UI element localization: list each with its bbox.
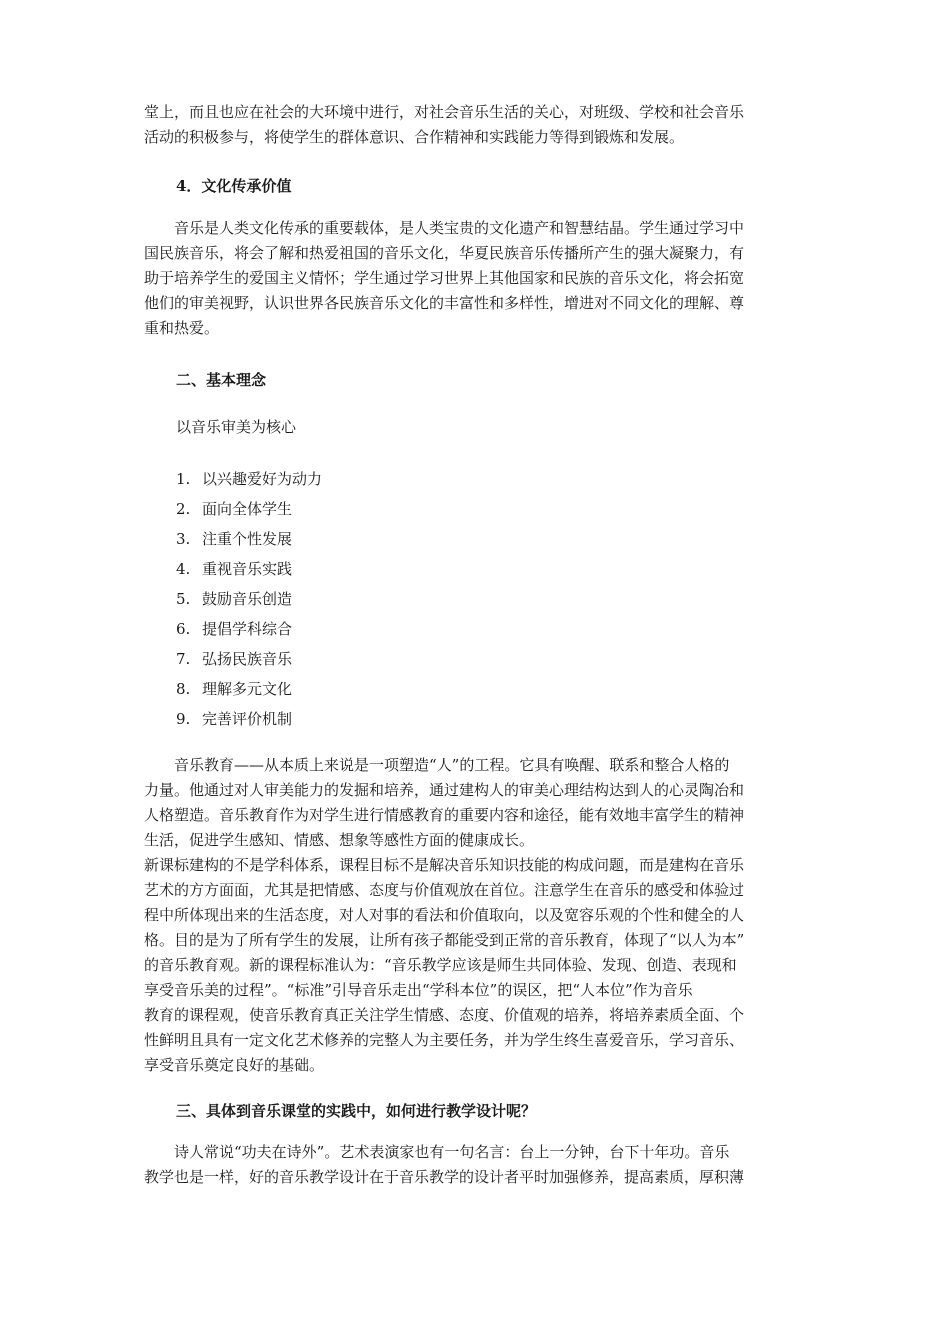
list-number: 7. (176, 650, 191, 668)
list-text: 重视音乐实践 (202, 560, 293, 578)
section-heading-teaching-design: 三、具体到音乐课堂的实践中，如何进行教学设计呢？ (176, 1102, 537, 1120)
section-heading-cultural-value: 4．文化传承价值 (176, 177, 292, 195)
text-line: 享受音乐奠定良好的基础。 (144, 1056, 325, 1074)
text-line: 诗人常说“功夫在诗外”。艺术表演家也有一句名言：台上一分钟，台下十年功。音乐 (144, 1143, 730, 1161)
text-line: 活动的积极参与，将使学生的群体意识、合作精神和实践能力等得到锻炼和发展。 (144, 128, 685, 146)
text-line: 重和热爱。 (144, 319, 220, 337)
list-number: 9. (176, 710, 191, 728)
list-text: 提倡学科综合 (202, 620, 293, 638)
list-text: 注重个性发展 (202, 530, 293, 548)
section-heading-basic-concepts: 二、基本理念 (176, 371, 267, 389)
text-line: 格。目的是为了所有学生的发展，让所有孩子都能受到正常的音乐教育，体现了“以人为本” (144, 931, 745, 949)
music-education-paragraph (144, 753, 824, 1078)
text-line: 生活，促进学生感知、情感、想象等感性方面的健康成长。 (144, 831, 535, 849)
text-line: 人格塑造。音乐教育作为对学生进行情感教育的重要内容和途径，能有效地丰富学生的精神 (144, 806, 745, 824)
list-text: 理解多元文化 (202, 680, 293, 698)
list-item (176, 678, 322, 708)
list-item (176, 618, 322, 648)
core-concept: 以音乐审美为核心 (176, 418, 297, 436)
text-line: 教学也是一样，好的音乐教学设计在于音乐教学的设计者平时加强修养，提高素质，厚积薄 (144, 1168, 745, 1186)
concept-list (176, 468, 322, 738)
text-line: 他们的审美视野，认识世界各民族音乐文化的丰富性和多样性，增进对不同文化的理解、尊 (144, 294, 745, 312)
list-item (176, 468, 322, 498)
text-line: 堂上，而且也应在社会的大环境中进行，对社会音乐生活的关心，对班级、学校和社会音乐 (144, 103, 745, 121)
text-line: 力量。他通过对人审美能力的发掘和培养，通过建构人的审美心理结构达到人的心灵陶冶和 (144, 781, 745, 799)
list-text: 面向全体学生 (202, 500, 293, 518)
list-number: 6. (176, 620, 191, 638)
text-line: 性鲜明且具有一定文化艺术修养的完整人为主要任务，并为学生终生喜爱音乐，学习音乐、 (144, 1031, 745, 1049)
intro-paragraph (144, 100, 824, 150)
text-line: 国民族音乐，将会了解和热爱祖国的音乐文化，华夏民族音乐传播所产生的强大凝聚力，有 (144, 244, 745, 262)
text-line: 享受音乐美的过程”。“标准”引导音乐走出“学科本位”的误区，把“人本位”作为音乐 (144, 981, 693, 999)
list-text: 鼓励音乐创造 (202, 590, 293, 608)
list-item (176, 558, 322, 588)
list-item (176, 648, 322, 678)
text-line: 程中所体现出来的生活态度，对人对事的看法和价值取向，以及宽容乐观的个性和健全的人 (144, 906, 745, 924)
list-item (176, 528, 322, 558)
text-line: 艺术的方方面面，尤其是把情感、态度与价值观放在首位。注意学生在音乐的感受和体验过 (144, 881, 745, 899)
list-item (176, 498, 322, 528)
list-number: 2. (176, 500, 191, 518)
text-line: 音乐教育——从本质上来说是一项塑造“人”的工程。它具有唤醒、联系和整合人格的 (144, 756, 730, 774)
text-line: 助于培养学生的爱国主义情怀；学生通过学习世界上其他国家和民族的音乐文化，将会拓宽 (144, 269, 745, 287)
text-line: 的音乐教育观。新的课程标准认为：“音乐教学应该是师生共同体验、发现、创造、表现和 (144, 956, 737, 974)
list-item (176, 708, 322, 738)
list-number: 3. (176, 530, 191, 548)
list-number: 5. (176, 590, 191, 608)
list-number: 4. (176, 560, 191, 578)
list-number: 8. (176, 680, 191, 698)
list-text: 以兴趣爱好为动力 (202, 470, 323, 488)
text-line: 音乐是人类文化传承的重要载体，是人类宝贵的文化遗产和智慧结晶。学生通过学习中 (144, 219, 745, 237)
list-item (176, 588, 322, 618)
list-number: 1. (176, 470, 191, 488)
text-line: 教育的课程观，使音乐教育真正关注学生情感、态度、价值观的培养，将培养素质全面、个 (144, 1006, 745, 1024)
teaching-design-paragraph (144, 1140, 824, 1190)
list-text: 弘扬民族音乐 (202, 650, 293, 668)
text-line: 新课标建构的不是学科体系，课程目标不是解决音乐知识技能的构成问题，而是建构在音乐 (144, 856, 745, 874)
cultural-value-paragraph (144, 216, 824, 341)
list-text: 完善评价机制 (202, 710, 293, 728)
